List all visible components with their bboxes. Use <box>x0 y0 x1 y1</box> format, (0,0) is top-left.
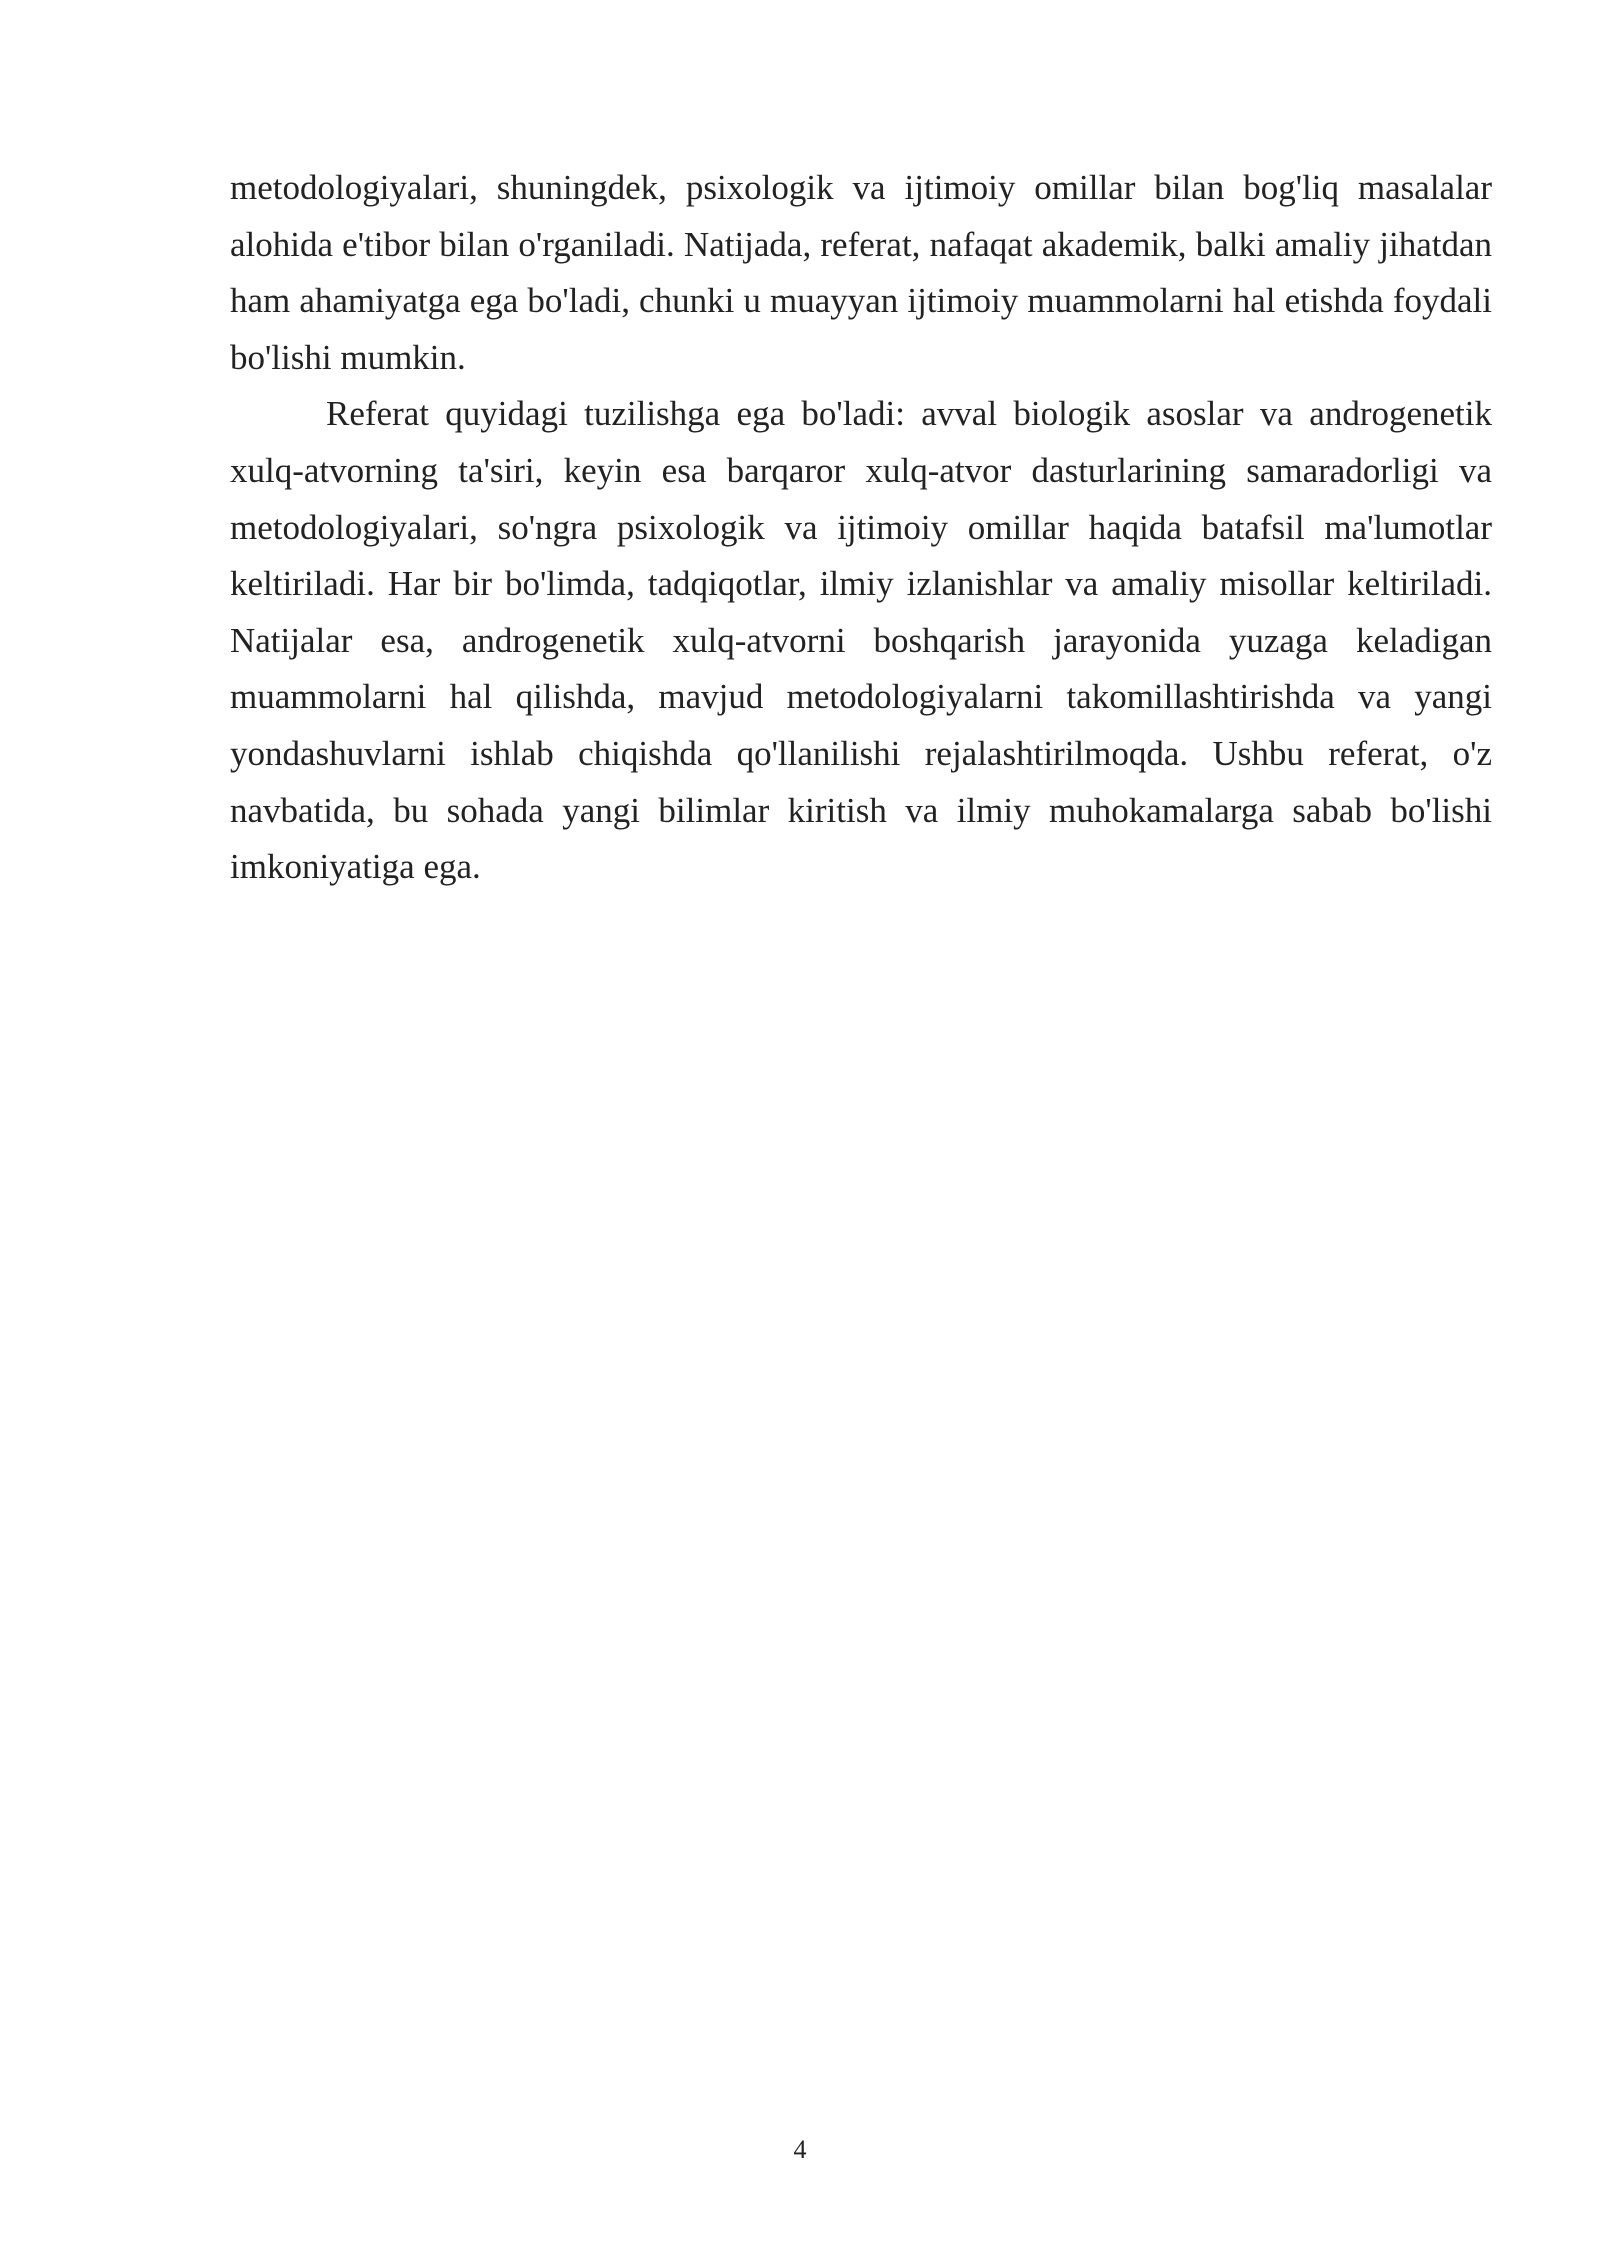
paragraph-structure: Referat quyidagi tuzilishga ega bo'ladi: avval biologik asoslar va androgenetik xulq-atvorning ta'siri, keyin esa barqaror xulq-atvor dasturlarining samaradorligi va metodologiyalari, so'ngra psixologik va ijtimoiy omillar haqida batafsil ma'lumotlar keltiriladi. Har bir bo'limda, tadqiqotlar, ilmiy izlanishlar va amaliy misollar keltiriladi. Natijalar esa, androgenetik xulq-atvorni boshqarish jarayonida yuzaga keladigan muammolarni hal qilishda, mavjud metodologiyalarni takomillashtirishda va yangi yondashuvlarni ishlab chiqishda qo'llanilishi rejalashtirilmoqda. Ushbu referat, o'z navbatida, bu sohada yangi bilimlar kiritish va ilmiy muhokamalarga sabab bo'lishi imkoniyatiga ega. <box>230 394 1492 887</box>
paragraph-continuation: metodologiyalari, shuningdek, psixologik va ijtimoiy omillar bilan bog'liq masalalar alohida e'tibor bilan o'rganiladi. Natijada, referat, nafaqat akademik, balki amaliy jihatdan ham ahamiyatga ega bo'ladi, chunki u muayyan ijtimoiy muammolarni hal etishda foydali bo'lishi mumkin. <box>230 168 1492 377</box>
page-number: 4 <box>793 2135 807 2164</box>
body-text <box>230 160 1492 896</box>
